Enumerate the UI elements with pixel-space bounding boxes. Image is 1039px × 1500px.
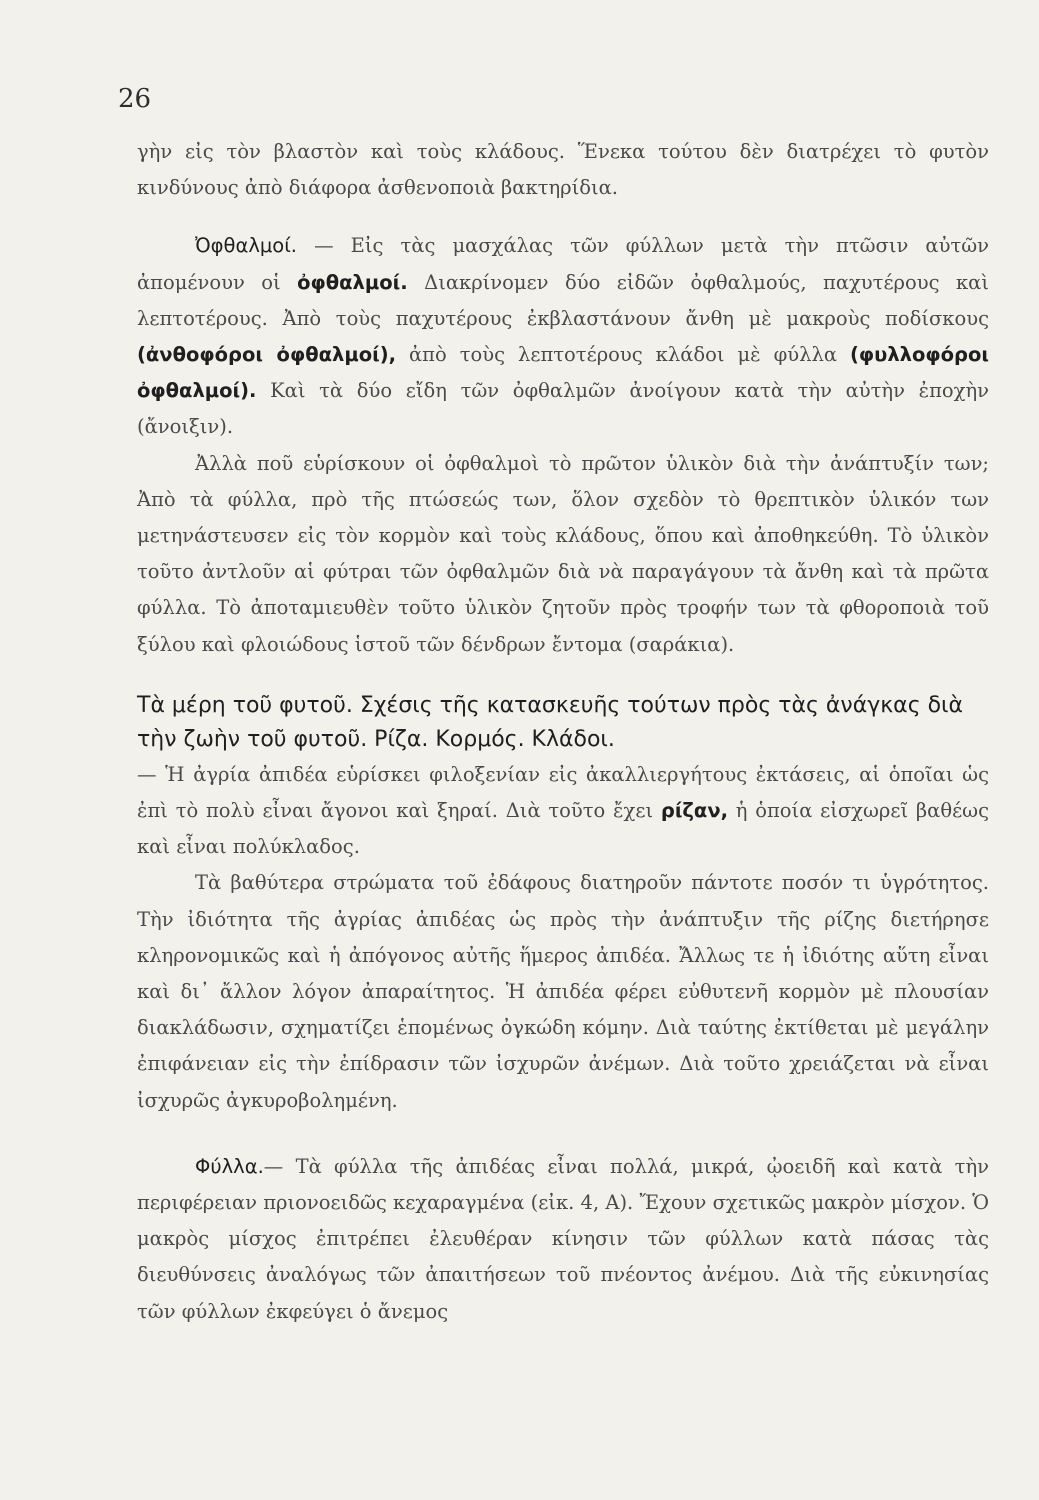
paragraph-root — [137, 757, 989, 866]
paragraph-leaves — [137, 1149, 989, 1330]
paragraph-5: Τὰ βαθύτερα στρώματα τοῦ ἐδάφους διατηροῦν πάντοτε ποσόν τι ὑγρότητος. Τὴν ἰδιότητα τῆς ἀγρίας ἀπιδέας ὡς πρὸς τὴν ἀνάπτυξιν τῆς ρίζης διετήρησε κληρονομικῶς καὶ ἡ ἀπόγονος αὐτῆς ἥμερος ἀπιδέα. Ἄλλως τε ἡ ἰδιότης αὕτη εἶναι καὶ δι᾽ ἄλλον λόγον ἀπαραίτητος. Ἡ ἀπιδέα φέρει εὐθυτενῆ κορμὸν μὲ πλουσίαν διακλάδωσιν, σχηματίζει ἑπομένως ὀγκώδη κόμην. Διὰ ταύτης ἐκτίθεται μὲ μεγάλην ἐπιφάνειαν εἰς τὴν ἐπίδρασιν τῶν ἰσχυρῶν ἀνέμων. Διὰ τοῦτο χρειάζεται νὰ εἶναι ἰσχυρῶς ἀγκυροβολημένη. — [137, 871, 989, 1112]
paragraph-3: Ἀλλὰ ποῦ εὑρίσκουν οἱ ὀφθαλμοὶ τὸ πρῶτον ὑλικὸν διὰ τὴν ἀνάπτυξίν των; Ἀπὸ τὰ φύλλα, πρὸ τῆς πτώσεώς των, ὅλον σχεδὸν τὸ θρεπτικὸν ὑλικόν των μετηνάστευσεν εἰς τὸν κορμὸν καὶ τοὺς κλάδους, ὅπου καὶ ἀποθηκεύθη. Τὸ ὑλικὸν τοῦτο ἀντλοῦν αἱ φύτραι τῶν ὀφθαλμῶν διὰ νὰ παραγάγουν τὰ ἄνθη καὶ τὰ πρῶτα φύλλα. Τὸ ἀποταμιευθὲν τοῦτο ὑλικὸν ζητοῦν πρὸς τροφήν των τὰ φθοροποιὰ τοῦ ξύλου καὶ φλοιώδους ἱστοῦ τῶν δένδρων ἔντομα (σαράκια). — [137, 451, 989, 656]
text-run: — Εἰς τὰς μασχάλας τῶν φύλλων μετὰ τὴν πτῶσιν αὐτῶν ἀπομένουν οἱ — [137, 234, 989, 294]
term-eyes: ὀφθαλμοί. — [297, 270, 408, 294]
text-run: Καὶ τὰ δύο εἴδη τῶν ὀφθαλμῶν ἀνοίγουν κατὰ τὴν αὐτὴν ἐποχὴν (ἄνοιξιν). — [137, 379, 989, 439]
text-run: Διακρίνομεν δύο εἰδῶν ὀφθαλμούς, παχυτέρους καὶ λεπτοτέρους. Ἀπὸ τοὺς παχυτέρους ἐκβλαστάνουν ἄνθη μὲ μακροὺς ποδίσκους — [137, 270, 989, 330]
page-number: 26 — [118, 84, 152, 114]
section-heading-plant-parts: Τὰ μέρη τοῦ φυτοῦ. Σχέσις τῆς κατασκευῆς τούτων πρὸς τὰς ἀνάγκας διὰ τὴν ζωὴν τοῦ φυτοῦ. Ρίζα. Κορμός. Κλάδοι. — [137, 692, 963, 752]
text-run: ἡ ὁποία εἰσχωρεῖ βαθέως καὶ εἶναι πολύκλαδος. — [137, 799, 989, 859]
text-run: — Ἡ ἀγρία ἀπιδέα εὑρίσκει φιλοξενίαν εἰς ἀκαλλιεργήτους ἐκτάσεις, αἱ ὁποῖαι ὡς ἐπὶ τὸ πολὺ εἶναι ἄγονοι καὶ ξηραί. Διὰ τοῦτο ἔχει — [137, 762, 989, 823]
text-run: ἀπὸ τοὺς λεπτοτέρους κλάδοι μὲ φύλλα — [396, 343, 850, 367]
term-flower-buds: (ἀνθοφόροι ὀφθαλμοί), — [137, 343, 397, 367]
section-title-eyes: Ὀφθαλμοί. — [195, 234, 298, 258]
body-text — [137, 134, 989, 1330]
paragraph-1: γὴν εἰς τὸν βλαστὸν καὶ τοὺς κλάδους. Ἕνεκα τούτου δὲν διατρέχει τὸ φυτὸν κινδύνους ἀπὸ διάφορα ἀσθενοποιὰ βακτηρίδια. — [137, 140, 989, 200]
term-leaf-buds: (φυλλοφόροι ὀφθαλμοί). — [137, 343, 989, 403]
term-root: ρίζαν, — [660, 799, 729, 823]
text-run: — Τὰ φύλλα τῆς ἀπιδέας εἶναι πολλά, μικρά, ᾠοειδῆ καὶ κατὰ τὴν περιφέρειαν πριονοειδῶς κεχαραγμένα (εἰκ. 4, Α). Ἔχουν σχετικῶς μακρὸν μίσχον. Ὁ μακρὸς μίσχος ἐπιτρέπει ἐλευθέραν κίνησιν τῶν φύλλων κατὰ πάσας τὰς διευθύνσεις ἀναλόγως τῶν ἀπαιτήσεων τοῦ πνέοντος ἀνέμου. Διὰ τῆς εὐκινησίας τῶν φύλλων ἐκφεύγει ὁ ἄνεμος — [137, 1154, 989, 1323]
section-title-leaves: Φύλλα. — [195, 1154, 264, 1178]
paragraph-eyes — [137, 228, 989, 445]
